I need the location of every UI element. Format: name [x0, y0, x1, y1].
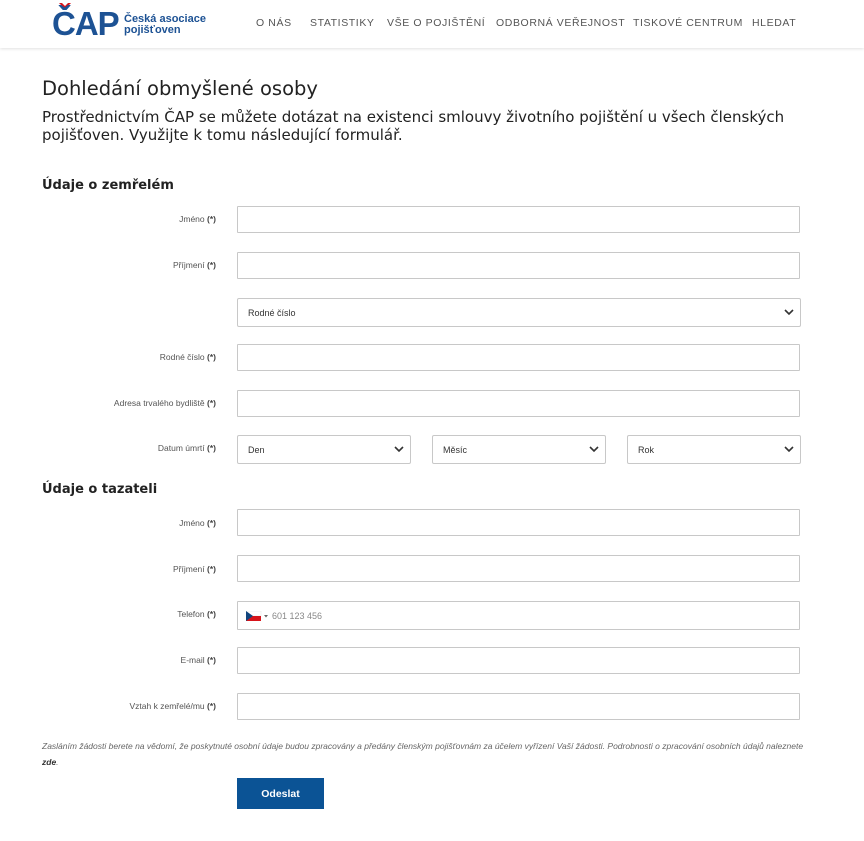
submit-button[interactable]: Odeslat [237, 778, 324, 809]
required-mark: (*) [207, 398, 216, 408]
disclaimer-end: . [56, 757, 59, 767]
label-text: Vztah k zemřelé/mu [129, 701, 205, 711]
death-day-select[interactable] [237, 435, 411, 464]
label-text: Příjmení [172, 564, 205, 574]
label-text: Datum úmrtí [157, 443, 205, 453]
deceased-first-name-input[interactable] [237, 206, 800, 233]
logo-text-line1: Česká asociace [124, 13, 206, 25]
section-title-requester: Údaje o tazateli [42, 482, 158, 497]
deceased-id-number-input[interactable] [237, 344, 800, 371]
label-requester-phone [177, 609, 216, 619]
required-mark: (*) [207, 443, 216, 453]
label-text: Jméno [179, 518, 205, 528]
country-flag-cz-icon[interactable] [246, 611, 270, 621]
phone-placeholder: 601 123 456 [272, 611, 323, 621]
required-mark: (*) [207, 564, 216, 574]
requester-relation-input[interactable] [237, 693, 800, 720]
required-mark: (*) [207, 214, 216, 224]
id-type-select[interactable] [237, 298, 801, 327]
page-title: Dohledání obmyšlené osoby [42, 77, 318, 100]
label-deceased-death-date [158, 443, 216, 453]
required-mark: (*) [207, 518, 216, 528]
label-requester-email [181, 655, 216, 665]
requester-email-input[interactable] [237, 647, 800, 674]
required-mark: (*) [207, 260, 216, 270]
nav-item-o-nas[interactable]: O NÁS [256, 17, 292, 29]
label-deceased-first-name [179, 214, 216, 224]
label-text: Příjmení [172, 260, 205, 270]
logo-text-line2: pojišťoven [124, 24, 181, 36]
nav-item-vse-o-pojisteni[interactable]: VŠE O POJIŠTĚNÍ [387, 17, 486, 29]
cap-logo[interactable] [52, 6, 222, 42]
disclaimer-text: Zasláním žádosti berete na vědomí, že poskytnuté osobní údaje budou zpracovány a předány členským pojišťovnám za účelem vyřízení Vaší žádosti. Podrobnosti o zpracování osobních údajů naleznete [42, 741, 804, 751]
label-text: Rodné číslo [159, 352, 205, 362]
page-intro: Prostřednictvím ČAP se můžete dotázat na existenci smlouvy životního pojištění u všech členských pojišťoven. Využijte k tomu následující formulář. [42, 108, 785, 144]
label-deceased-last-name [173, 260, 216, 270]
id-type-select-value: Rodné číslo [248, 308, 296, 318]
requester-phone-field[interactable] [237, 601, 800, 630]
nav-item-hledat[interactable]: HLEDAT [752, 17, 797, 29]
deceased-last-name-input[interactable] [237, 252, 800, 279]
nav-item-statistiky[interactable]: STATISTIKY [310, 17, 375, 29]
death-day-select-value: Den [248, 445, 265, 455]
nav-item-tiskove-centrum[interactable]: TISKOVÉ CENTRUM [633, 17, 743, 29]
logo-text [124, 14, 206, 36]
label-text: Jméno [179, 214, 205, 224]
label-requester-first-name [179, 518, 216, 528]
label-deceased-id-number [160, 352, 216, 362]
privacy-disclaimer [42, 738, 812, 770]
label-text: Adresa trvalého bydliště [113, 398, 205, 408]
requester-last-name-input[interactable] [237, 555, 800, 582]
death-year-select-value: Rok [638, 445, 655, 455]
death-month-select[interactable] [432, 435, 606, 464]
requester-first-name-input[interactable] [237, 509, 800, 536]
label-text: E-mail [180, 655, 205, 665]
label-text: Telefon [177, 609, 205, 619]
required-mark: (*) [207, 655, 216, 665]
death-month-select-value: Měsíc [443, 445, 468, 455]
nav-item-odborna-verejnost[interactable]: ODBORNÁ VEŘEJNOST [496, 17, 626, 29]
required-mark: (*) [207, 609, 216, 619]
required-mark: (*) [207, 701, 216, 711]
label-deceased-address [114, 398, 216, 408]
section-title-deceased: Údaje o zemřelém [42, 178, 174, 193]
chevron-down-icon [394, 446, 404, 453]
required-mark: (*) [207, 352, 216, 362]
chevron-down-icon [589, 446, 599, 453]
chevron-down-icon [784, 446, 794, 453]
privacy-details-link[interactable]: zde [42, 757, 57, 767]
label-requester-relation [130, 701, 216, 711]
death-year-select[interactable] [627, 435, 801, 464]
deceased-address-input[interactable] [237, 390, 800, 417]
site-header [0, 0, 864, 48]
label-requester-last-name [173, 564, 216, 574]
chevron-down-icon [784, 309, 794, 316]
logo-wordmark: ČAP [52, 5, 119, 42]
